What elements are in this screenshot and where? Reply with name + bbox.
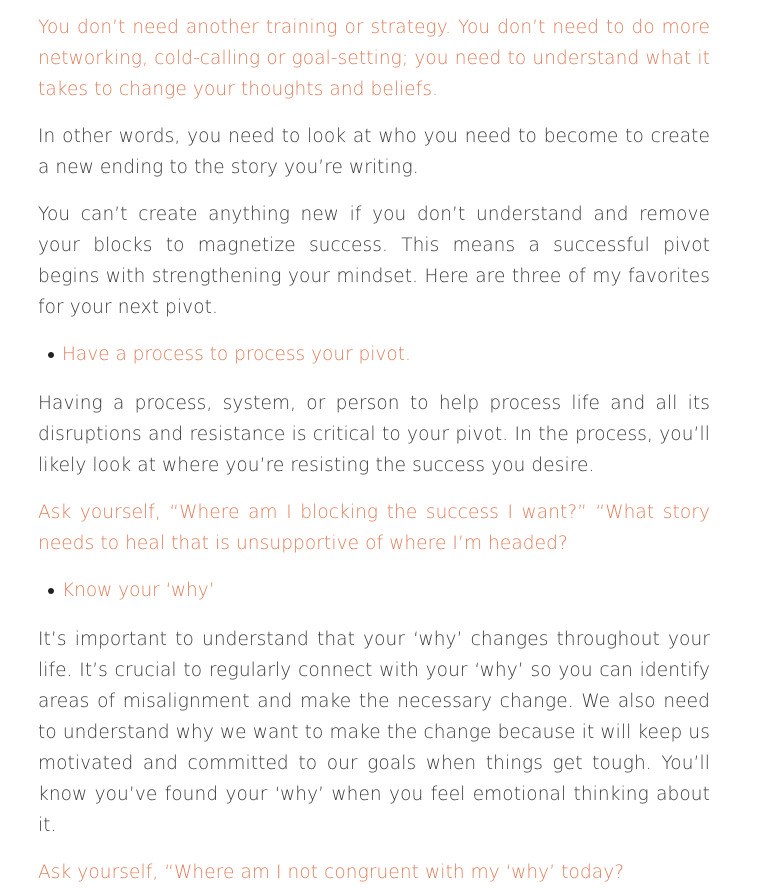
intro-accent-paragraph: You don’t need another training or strategy. You don’t need to do more networking, cold-calling or goal-setting; you need to understand what it takes to change your thoughts and beliefs. <box>38 17 710 100</box>
bullet-list <box>38 339 710 370</box>
body-paragraph: In other words, you need to look at who you need to become to create a new ending to the story you’re writing. <box>38 126 710 178</box>
body-paragraph: It’s important to understand that your ‘why’ changes throughout your life. It’s crucial to regularly connect with your ‘why’ so you can identify areas of misalignment and make the necessary change. We also need to understand why we want to make the change because it will keep us motivated and committed to our goals when things get tough. You’ll know you’ve found your ‘why’ when you feel emotional thinking about it. <box>38 629 710 836</box>
prompt-paragraph: Ask yourself, “Where am I blocking the success I want?” “What story needs to heal that is unsupportive of where I’m headed? <box>38 502 710 554</box>
body-paragraph: Having a process, system, or person to help process life and all its disruptions and resistance is critical to your pivot. In the process, you’ll likely look at where you’re resisting the success you desire. <box>38 393 710 476</box>
bullet-list <box>38 575 710 606</box>
prompt-paragraph: Ask yourself, “Where am I not congruent with my ‘why’ today? <box>38 862 625 883</box>
list-item: Know your ‘why’ <box>62 575 710 606</box>
list-item: Have a process to process your pivot. <box>62 339 710 370</box>
body-paragraph: You can’t create anything new if you don’t understand and remove your blocks to magnetize success. This means a successful pivot begins with strengthening your mindset. Here are three of my favorites for your next pivot. <box>38 204 710 318</box>
